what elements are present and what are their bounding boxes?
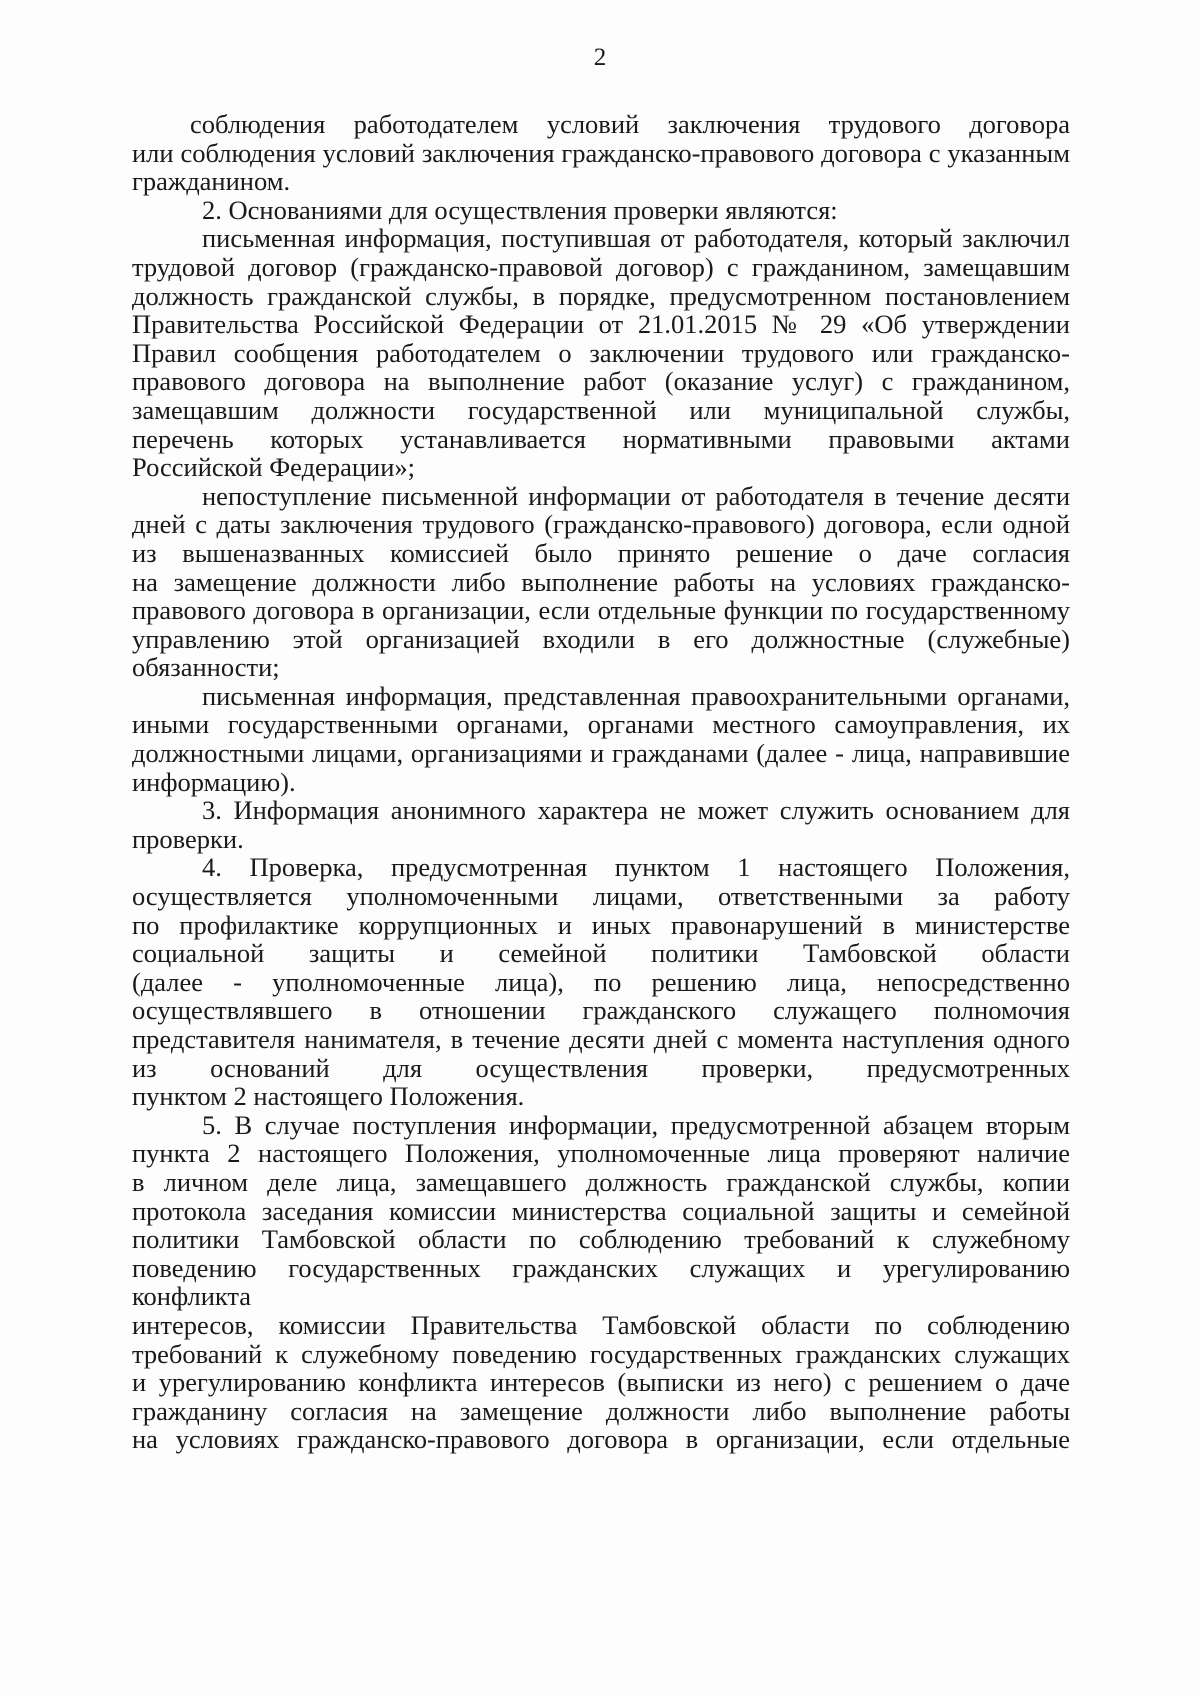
text-line: Российской Федерации»; (132, 452, 415, 483)
text-line: гражданину согласия на замещение должности либо выполнение работы (132, 1395, 1070, 1426)
text-line: перечень которых устанавливается нормативными правовыми актами (132, 423, 1070, 454)
text-line: из оснований для осуществления проверки, предусмотренных (132, 1052, 1070, 1083)
text-line: замещавшим должности государственной или муниципальной службы, (132, 394, 1070, 425)
text-line: и урегулированию конфликта интересов (выписки из него) с решением о даче (132, 1367, 1070, 1398)
text-line: интересов, комиссии Правительства Тамбовской области по соблюдению (132, 1309, 1070, 1340)
text-line: Правительства Российской Федерации от 21.01.2015 № 29 «Об утверждении (132, 309, 1070, 340)
text-line: информацию). (132, 766, 296, 797)
text-line: дней с даты заключения трудового (гражданско-правового) договора, если одной (132, 509, 1070, 540)
text-line: на замещение должности либо выполнение работы на условиях гражданско- (132, 566, 1070, 597)
text-line: проверки. (132, 823, 244, 854)
paragraph-item-5 (132, 1111, 1070, 1454)
text-line: обязанности; (132, 652, 280, 683)
text-line: социальной защиты и семейной политики Тамбовской области (132, 938, 1070, 969)
text-line: правового договора в организации, если отдельные функции по государственному (132, 595, 1070, 626)
text-line: непоступление письменной информации от работодателя в течение десяти (202, 480, 1070, 511)
text-line: (далее - уполномоченные лица), по решению лица, непосредственно (132, 966, 1070, 997)
page-number: 2 (593, 44, 607, 71)
paragraph-non-receipt (132, 482, 1070, 682)
text-line: 2. Основаниями для осуществления проверки являются: (202, 194, 838, 225)
text-line: письменная информация, представленная правоохранительными органами, (202, 680, 1070, 711)
text-line: Правил сообщения работодателем о заключении трудового или гражданско- (132, 337, 1070, 368)
text-line: гражданином. (132, 166, 291, 197)
text-line: поведению государственных гражданских служащих и урегулированию конфликта (132, 1252, 1070, 1312)
paragraph-item-4 (132, 853, 1070, 1110)
text-line: должностными лицами, организациями и гражданами (далее - лица, направившие (132, 738, 1070, 769)
text-line: правового договора на выполнение работ (оказание услуг) с гражданином, (132, 366, 1070, 397)
text-line: пункта 2 настоящего Положения, уполномоченные лица проверяют наличие (132, 1138, 1070, 1169)
paragraph-law-enforcement-info (132, 682, 1070, 796)
text-line: политики Тамбовской области по соблюдению требований к служебному (132, 1224, 1070, 1255)
text-line: 3. Информация анонимного характера не может служить основанием для (202, 795, 1070, 826)
text-line: представителя нанимателя, в течение десяти дней с момента наступления одного (132, 1024, 1070, 1054)
text-line: требований к служебному поведению государственных гражданских служащих (132, 1338, 1070, 1369)
text-line: по профилактике коррупционных и иных правонарушений в министерстве (132, 909, 1070, 940)
paragraph-continuation (132, 110, 1070, 196)
paragraph-item-3 (132, 796, 1070, 853)
text-line: письменная информация, поступившая от работодателя, который заключил (202, 223, 1070, 254)
text-line: должность гражданской службы, в порядке, предусмотренном постановлением (132, 280, 1070, 311)
text-line: осуществлявшего в отношении гражданского служащего полномочия (132, 995, 1070, 1026)
paragraph-employer-info (132, 224, 1070, 481)
document-body (132, 110, 1070, 1454)
text-line: на условиях гражданско-правового договора в организации, если отдельные (132, 1424, 1070, 1455)
text-line: управлению этой организацией входили в его должностные (служебные) (132, 623, 1070, 654)
paragraph-item-2 (132, 196, 1070, 225)
text-line: в личном деле лица, замещавшего должность гражданской службы, копии (132, 1166, 1070, 1197)
text-line: 5. В случае поступления информации, предусмотренной абзацем вторым (202, 1109, 1070, 1140)
text-line: из вышеназванных комиссией было принято решение о даче согласия (132, 537, 1070, 568)
text-line: осуществляется уполномоченными лицами, ответственными за работу (132, 881, 1070, 912)
text-line: иными государственными органами, органами местного самоуправления, их (132, 709, 1070, 740)
text-line: 4. Проверка, предусмотренная пунктом 1 настоящего Положения, (202, 852, 1070, 883)
text-line: соблюдения работодателем условий заключения трудового договора (190, 109, 1070, 139)
text-line: протокола заседания комиссии министерства социальной защиты и семейной (132, 1195, 1070, 1226)
text-line: или соблюдения условий заключения гражданско-правового договора с указанным (132, 137, 1070, 168)
text-line: пунктом 2 настоящего Положения. (132, 1081, 525, 1112)
text-line: трудовой договор (гражданско-правовой договор) с гражданином, замещавшим (132, 251, 1070, 282)
